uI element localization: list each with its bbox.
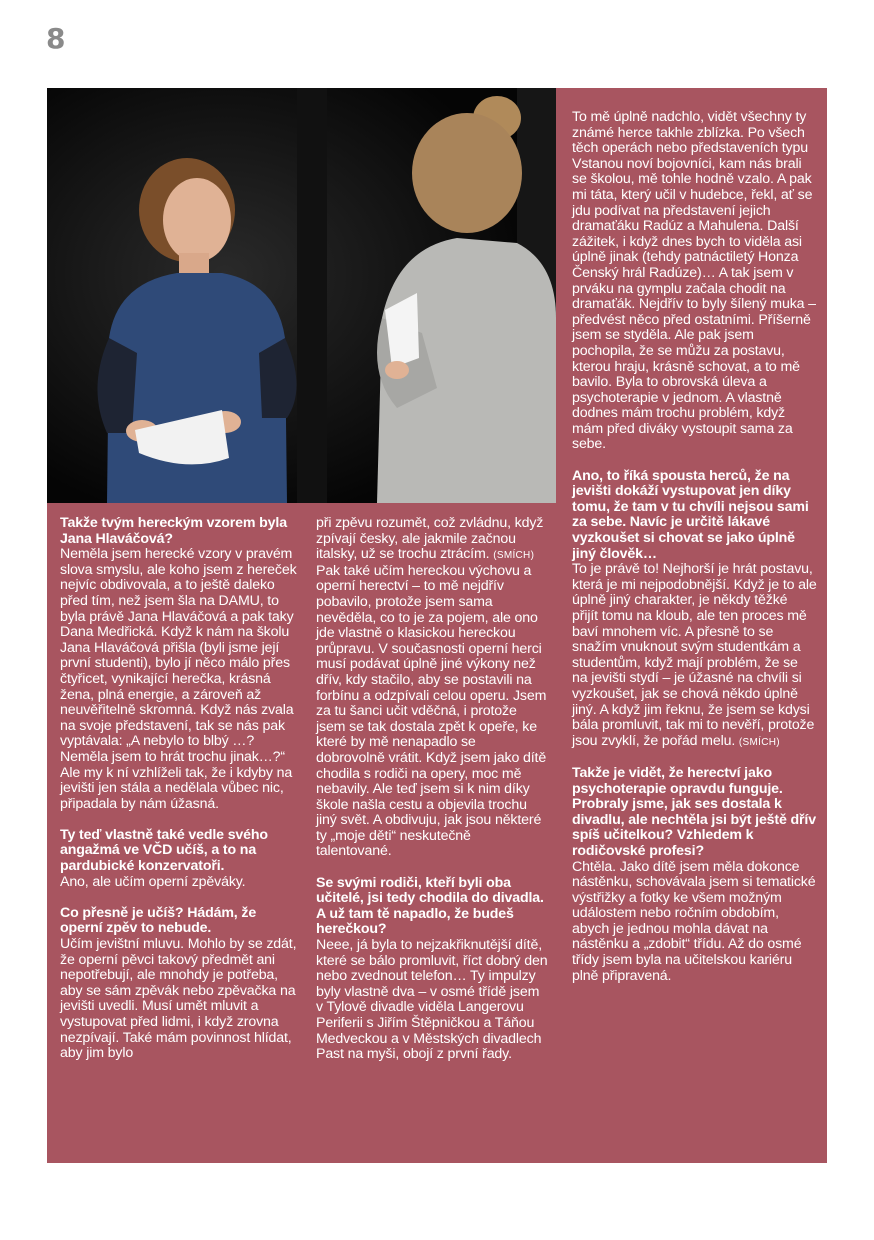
question-4: Se svými rodiči, kteří byli oba učitelé, jsi tedy chodila do divadla. A už tam tě napadlo, že budeš herečkou?	[316, 874, 544, 938]
laugh-note: (SMÍCH)	[738, 736, 780, 748]
spacer	[316, 860, 548, 876]
question-3: Co přesně je učíš? Hádám, že operní zpěv to nebude.	[60, 904, 257, 937]
answer-3-part-1: při zpěvu rozumět, což zvládnu, když zpívají česky, ale jakmile začnou italsky, už se trochu ztrácím.	[316, 515, 544, 563]
answer-2: Ano, ale učím operní zpěváky.	[60, 873, 246, 890]
question-6: Takže je vidět, že herectví jako psychoterapie opravdu funguje. Probraly jsme, jak ses dostala k divadlu, ale nechtěla jsi být ještě dřív spíš učitelkou? Vzhledem k rodičovské profesi?	[572, 764, 816, 859]
answer-1: Neměla jsem herecké vzory v pravém slova smyslu, ale koho jsem z hereček nejvíc obdivovala, a to ještě daleko před tím, než jsem šla na DAMU, to byla právě Jana Hlaváčová a pak taky Dana Medřická. Když k nám na školu Jana Hlaváčová přišla (byli jsme její první studenti), bylo jí něco málo přes čtyřicet, vynikající herečka, krásná žena, plná energie, a zároveň až neuvěřitelně skromná. Když nás zvala na svoje představení, tak se nás pak vyptávala: „A nebylo to blbý …? Neměla jsem to hrát trochu jinak…?“ Ale my k ní vzhlíželi tak, že i kdyby na jevišti jen stála a nedělala vůbec nic, připadala by nám úžasná.	[60, 546, 297, 812]
column-middle	[316, 516, 548, 1063]
answer-3-part-2: Pak také učím hereckou výchovu a operní herectví – to mě nejdřív pobavilo, protože jsem sama nevěděla, co to je za pojem, ale ono jde vlastně o klasickou hereckou průpravu. V současnosti operní herci musí podávat úplně jiné výkony než dřív, kdy stačilo, aby se postavili na forbínu a odzpívali celou operu. Jsem za tu šanci učit vděčná, i protože jsem se tak dostala zpět k opeře, ke které by mě nenapadlo se dobrovolně vrátit. Když jsem jako dítě chodila s rodiči na opery, moc mě nebavily. Ale teď jsem si k nim díky škole našla cestu a objevila trochu jiný svět. A obdivuju, jak jsou některé ty „moje děti“ neskutečně talentované.	[316, 562, 547, 860]
column-left	[60, 516, 300, 1062]
spacer	[572, 750, 817, 766]
spacer	[572, 453, 817, 469]
answer-5	[572, 562, 817, 750]
answer-5-text: To je právě to! Nejhorší je hrát postavu, která je mi nejpodobnější. Když je to ale úplně jiný charakter, je někdy těžké přijít tomu na kloub, ale ten proces mě baví mnohem víc. A přesně to se snažím vnuknout svým studentkám a studentům, když mají problém, že se na jevišti stydí – je úžasné na chvíli si vyzkoušet, jak se chová někdo úplně jiný. A když jim řeknu, že jsem se kdysi bála promluvit, tak mi to nevěří, protože jsou zvyklí, že pořád melu.	[572, 561, 817, 749]
answer-4-continued: To mě úplně nadchlo, vidět všechny ty známé herce takhle zblízka. Po všech těch operách nebo představeních typu Vstanou noví bojovníci, kam nás brali se školou, mě tohle hodně vzalo. A pak mi táta, který učil v hudebce, řekl, ať se jdu podívat na představení jejich dramaťáku Radúz a Mahulena. Další zážitek, i když dnes bych to viděla asi úplně jinak (tehdy patnáctiletý Honza Čenský hrál Radúze)… A tak jsem v prváku na gymplu začala chodit na dramaťák. Nejdřív to byly šílený muka – předvést něco před ostatními. Příšerně jsem se styděla. Ale pak jsem pochopila, že se můžu za postavu, kterou hraju, krásně schovat, a to mě bavilo. Byla to obrovská úleva a psychoterapie v jednom. A vlastně dodnes mám trochu problém, když mám před diváky vystoupit sama za sebe.	[572, 109, 816, 453]
page-number: 8	[46, 22, 66, 55]
answer-3-continued	[316, 516, 548, 860]
column-right	[572, 110, 817, 984]
answer-3: Učím jevištní mluvu. Mohlo by se zdát, že operní pěvci takový předmět ani nepotřebují, ale mnohdy je potřeba, aby se sám zpěvák nebo zpěvačka na jevišti uvedli. Musí umět mluvit a vystupovat před lidmi, i když zrovna nezpívají. Také mám povinnost hlídat, aby jim bylo	[60, 936, 297, 1062]
theatre-photo	[47, 88, 556, 503]
question-2: Ty teď vlastně také vedle svého angažmá ve VČD učíš, a to na pardubické konzervatoři.	[60, 826, 268, 875]
spacer	[60, 890, 300, 906]
spacer	[60, 812, 300, 828]
answer-4: Neee, já byla to nejzakřiknutější dítě, které se bálo promluvit, říct dobrý den nebo zvednout telefon… Ty impulzy byly vlastně dva – v osmé třídě jsem v Tylově divadle viděla Langerovu Periferii s Jiřím Štěpničkou a Táňou Medveckou a v Městských divadlech Past na myši, obojí z první řady.	[316, 937, 548, 1063]
question-1: Takže tvým hereckým vzorem byla Jana Hlaváčová?	[60, 515, 287, 547]
laugh-note: (SMÍCH)	[493, 550, 535, 562]
answer-6: Chtěla. Jako dítě jsem měla dokonce nástěnku, schovávala jsem si tematické výstřižky a fotky ke všem možným událostem nebo ročním obdobím, abych je jednou mohla dávat na nástěnku a „zdobit“ třídu. Až do osmé třídy jsem byla na učitelskou kariéru plně připravená.	[572, 858, 816, 984]
question-5: Ano, to říká spousta herců, že na jevišti dokáží vystupovat jen díky tomu, že tam v tu chvíli nejsou sami za sebe. Navíc je určitě lákavé vyzkoušet si chovat se jako úplně jiný člověk…	[572, 467, 809, 562]
